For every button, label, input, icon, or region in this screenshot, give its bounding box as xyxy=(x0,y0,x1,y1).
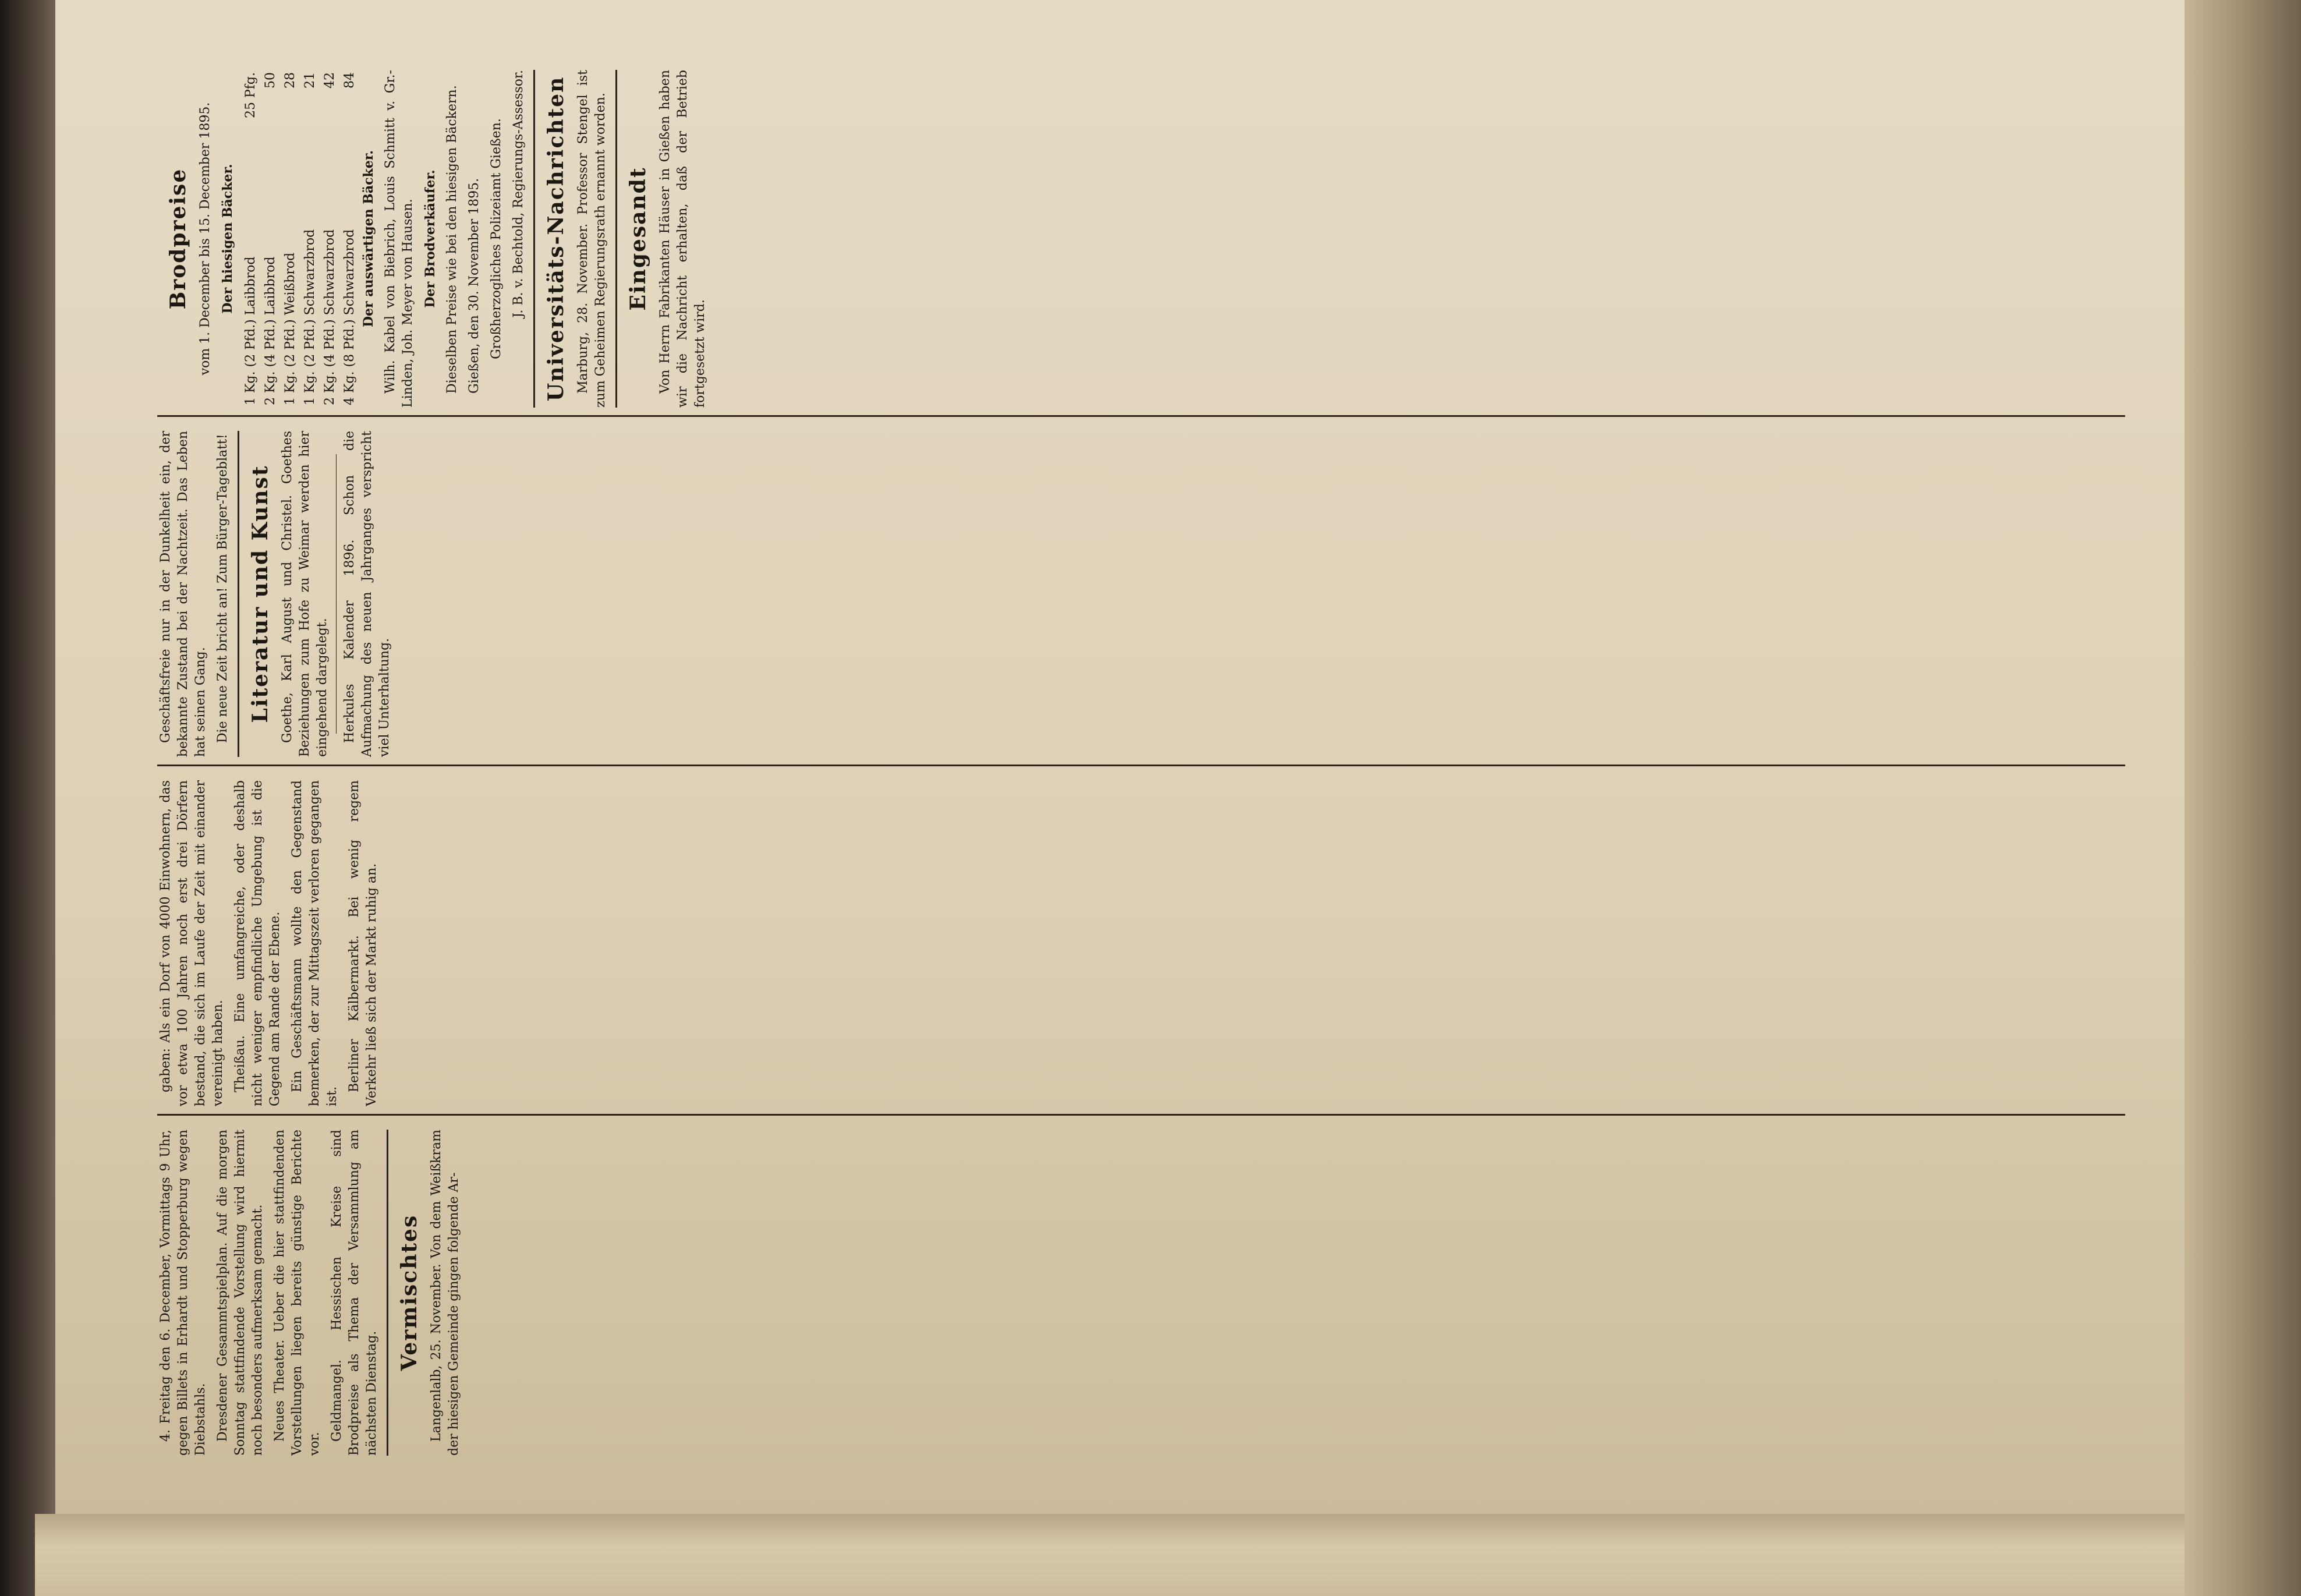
column-4 xyxy=(157,70,2137,408)
bread-price-table xyxy=(241,70,360,408)
rotated-text-area xyxy=(134,58,2160,1467)
bread-price: 25 Pfg. xyxy=(243,72,258,119)
paragraph: Berliner Kälbermarkt. Bei wenig regem Verkehr ließ sich der Markt ruhig an. xyxy=(347,780,379,1106)
table-row xyxy=(281,70,300,408)
paragraph: Theißau. Eine umfangreiche, oder deshalb nicht weniger empfindliche Umgebung ist die Gegend am Rande der Ebene. xyxy=(233,780,282,1106)
bread-item: 1 Kg. (2 Pfd.) Weißbrod xyxy=(283,252,298,405)
paragraph: Goethe, Karl August und Christel. Goethes Beziehungen zum Hofe zu Weimar werden hier eingehend dargelegt. xyxy=(280,431,330,757)
group-heading: Der hiesigen Bäcker. xyxy=(220,164,235,314)
date-line: Gießen, den 30. November 1895. xyxy=(467,178,482,394)
column-1 xyxy=(157,1130,2137,1456)
table-row xyxy=(300,70,320,408)
group-heading: Der Brodverkäufer. xyxy=(423,169,438,308)
signature: J. B. v. Bechtold, Regierungs-Assessor. xyxy=(511,70,526,318)
paragraph: Dieselben Preise wie bei den hiesigen Bäckern. xyxy=(445,85,459,394)
section-rule xyxy=(615,70,617,408)
bread-item: 2 Kg. (4 Pfd.) Laibbrod xyxy=(263,256,278,405)
bread-price: 42 xyxy=(323,72,337,89)
paragraph: Die neue Zeit bricht an! Zum Bürger-Tageblatt! xyxy=(215,434,230,743)
paragraph: Neues Theater. Ueber die hier stattfindenden Vorstellungen liegen bereits günstige Berichte vor. xyxy=(272,1130,322,1456)
paragraph: Geldmangel. Hessischen Kreise sind Brodpreise als Thema der Versammlung am nächsten Dienstag. xyxy=(330,1130,379,1456)
column-divider xyxy=(157,1114,2125,1116)
bread-item: 4 Kg. (8 Pfd.) Schwarzbrod xyxy=(342,229,357,405)
book-spine xyxy=(2185,0,2301,1596)
bread-price: 50 xyxy=(263,72,278,89)
table-row xyxy=(320,70,340,408)
bread-item: 2 Kg. (4 Pfd.) Schwarzbrod xyxy=(323,229,337,405)
table-row xyxy=(241,70,261,408)
page-text-block xyxy=(134,58,2160,1467)
subheading: vom 1. December bis 15. December 1895. xyxy=(198,102,213,376)
column-3 xyxy=(157,431,2137,757)
divider xyxy=(336,454,337,734)
section-heading: Literatur und Kunst xyxy=(248,465,272,723)
paragraph: Langenlalb, 25. November. Von dem Weißkram der hiesigen Gemeinde gingen folgende Ar- xyxy=(429,1130,461,1456)
bread-price: 84 xyxy=(342,72,357,89)
section-heading: Vermischtes xyxy=(397,1214,422,1371)
section-rule xyxy=(387,1130,388,1456)
paragraph: gaben: Als ein Dorf von 4000 Einwohnern, das vor etwa 100 Jahren noch erst drei Dörfern bestand, die sich im Laufe der Zeit mit einander vereinigt haben. xyxy=(158,780,225,1106)
section-heading: Universitäts-Nachrichten xyxy=(544,76,568,402)
paragraph: Ein Geschäftsmann wollte den Gegenstand bemerken, der zur Mittagszeit verloren gegangen ist. xyxy=(290,780,339,1106)
paragraph: Von Herrn Fabrikanten Häuser in Gießen haben wir die Nachricht erhalten, daß der Betrieb fortgesetzt wird. xyxy=(658,70,707,408)
paragraph: Marburg, 28. November. Professor Stengel ist zum Geheimen Regierungsrath ernannt worden. xyxy=(576,70,608,408)
office-name: Großherzogliches Polizeiamt Gießen. xyxy=(489,118,504,359)
bread-price: 28 xyxy=(283,72,298,89)
section-rule xyxy=(238,431,239,757)
bread-item: 1 Kg. (2 Pfd.) Schwarzbrod xyxy=(303,229,317,405)
section-rule xyxy=(533,70,535,408)
column-2 xyxy=(157,780,2137,1106)
table-row xyxy=(340,70,360,408)
bread-item: 1 Kg. (2 Pfd.) Laibbrod xyxy=(243,256,258,405)
column-divider xyxy=(157,415,2125,417)
paragraph: Geschäftsfreie nur in der Dunkelheit ein, der bekannte Zustand bei der Nachtzeit. Das Leben hat seinen Gang. xyxy=(158,431,208,757)
column-divider xyxy=(157,765,2125,766)
paragraph: 4. Freitag den 6. December, Vormittags 9 Uhr, gegen Billets in Erhardt und Stopperburg wegen Diebstahls. xyxy=(158,1130,208,1456)
section-heading: Brodpreise xyxy=(166,168,190,310)
paragraph: Wilh. Kabel von Biebrich, Louis Schmitt v. Gr.-Linden, Joh. Meyer von Hausen. xyxy=(383,70,415,408)
section-heading: Eingesandt xyxy=(626,167,650,311)
table-row xyxy=(261,70,281,408)
bread-price: 21 xyxy=(303,72,317,89)
paragraph: Dresdener Gesammtspielplan. Auf die morgen Sonntag stattfindende Vorstellung wird hiermit noch besonders aufmerksam gemacht. xyxy=(215,1130,265,1456)
group-heading: Der auswärtigen Bäcker. xyxy=(361,150,376,328)
paragraph: Herkules Kalender 1896. Schon die Aufmachung des neuen Jahrganges verspricht viel Unterhaltung. xyxy=(342,431,392,757)
next-page-edge xyxy=(35,1514,2271,1596)
